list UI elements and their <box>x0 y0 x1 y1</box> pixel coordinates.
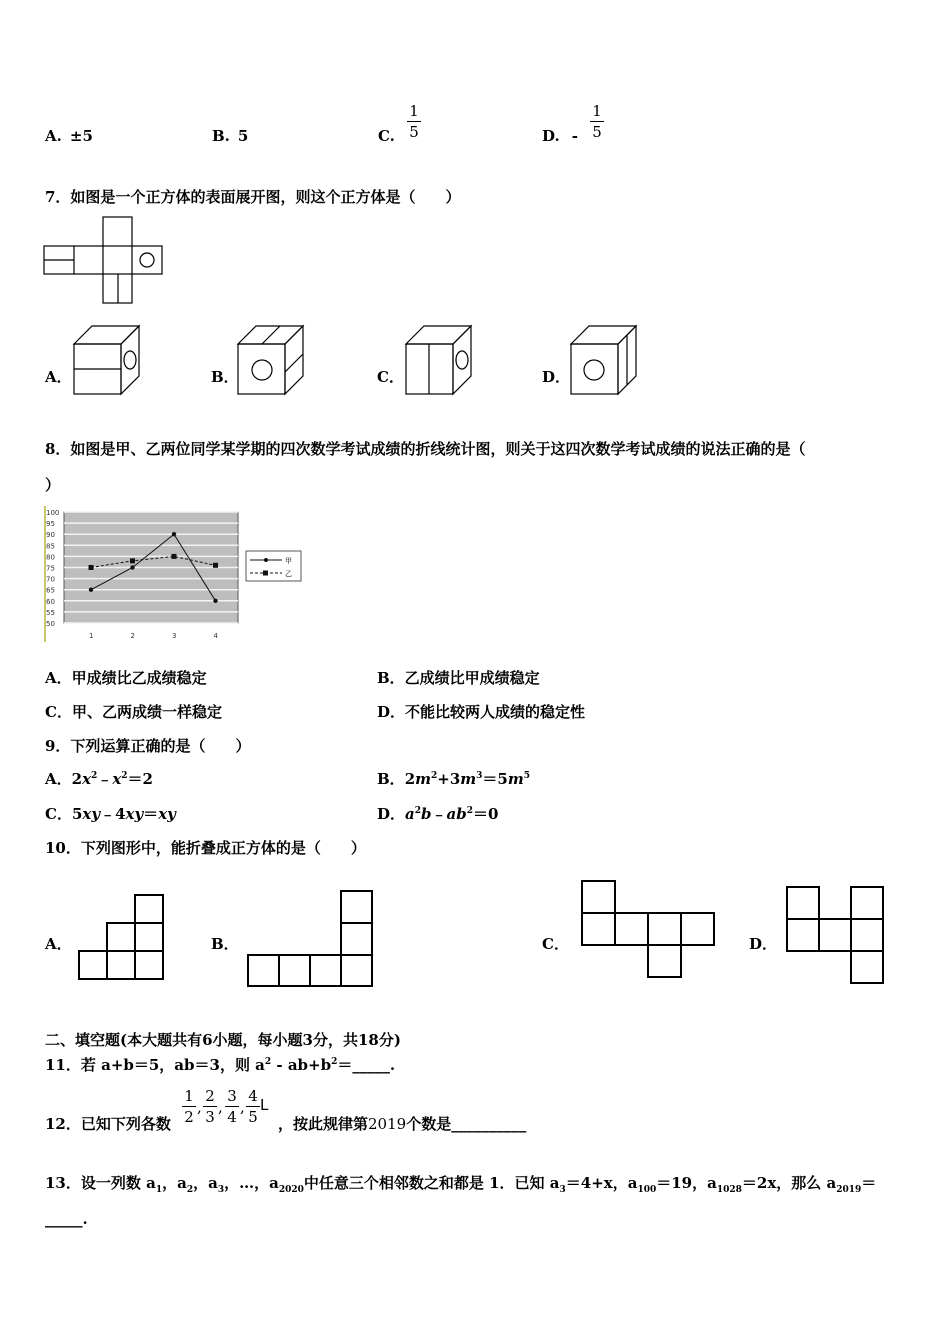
q13-line1: 13．设一列数 $a_1$，$a_2$，$a_3$，…，$a_{2020}$中任意三个相邻数之和都是 1．已知 $a_3=4+x$，$a_{100}=19$，$a_{1028}=2x$，那么 $a_{2019}=$ <box>45 1174 877 1195</box>
q8-option-b: B．乙成绩比甲成绩稳定 <box>377 669 540 687</box>
chart-point-yi <box>89 565 94 570</box>
q13-line2: _____. <box>45 1210 88 1228</box>
q12-fraction-2: 2 3 <box>203 1087 217 1126</box>
q7-cube-c <box>404 324 476 398</box>
q12-fraction-1: 1 2 <box>182 1087 196 1126</box>
q12-suffix: ，按此规律第2019个数是__________ <box>278 1115 527 1133</box>
q6-option-c-fraction: 1 5 <box>407 102 421 141</box>
chart-y-tick-label: 70 <box>46 575 55 584</box>
q7-cube-d <box>569 324 643 398</box>
q7-cube-b <box>236 324 308 398</box>
q7-option-c-label: C． <box>377 368 404 386</box>
chart-x-tick-label: 3 <box>172 632 177 640</box>
q8-stem-line2: ） <box>45 476 61 494</box>
q10-net-a <box>77 893 167 983</box>
q8-option-d: D．不能比较两人成绩的稳定性 <box>377 703 586 721</box>
chart-y-tick-label: 60 <box>46 597 55 606</box>
chart-legend-yi-label: 乙 <box>285 570 292 578</box>
chart-point-yi <box>213 563 218 568</box>
q8-option-a: A．甲成绩比乙成绩稳定 <box>45 669 207 687</box>
q7-option-d-label: D． <box>542 368 571 386</box>
chart-y-tick-label: 90 <box>46 531 55 540</box>
chart-legend-jia-marker <box>264 558 268 562</box>
q7-stem: 7．如图是一个正方体的表面展开图，则这个正方体是（ ） <box>45 188 461 206</box>
q6-option-d-label: D. - <box>542 127 578 145</box>
chart-legend-box <box>246 551 301 581</box>
q6-option-a: A. ±5 <box>45 127 93 145</box>
q8-stem-line1: 8．如图是甲、乙两位同学某学期的四次数学考试成绩的折线统计图，则关于这四次数学考试成绩的说法正确的是（ <box>45 440 806 458</box>
chart-y-tick-label: 65 <box>46 586 55 595</box>
q7-cube-a <box>72 324 144 398</box>
chart-point-jia <box>213 599 217 603</box>
q12-ellipsis: L <box>260 1096 269 1114</box>
chart-y-tick-label: 80 <box>46 553 55 562</box>
q9-option-d: D．$a^2b﹣ab^2=0$ <box>377 805 499 823</box>
q10-option-c-label: C． <box>542 935 569 953</box>
q9-stem: 9．下列运算正确的是（ ） <box>45 737 251 755</box>
q7-option-b-label: B． <box>211 368 239 386</box>
chart-x-tick-label: 2 <box>130 632 135 640</box>
q10-option-a-label: A． <box>45 935 72 953</box>
section2-title: 二、填空题(本大题共有6小题，每小题3分，共18分) <box>45 1031 401 1049</box>
q8-line-chart <box>44 506 304 646</box>
q7-net-figure <box>44 216 166 306</box>
q9-option-b: B．$2m^2+3m^3=5m^5$ <box>377 770 530 788</box>
q10-net-b <box>246 889 376 989</box>
q11: 11．若 a+b＝5，ab＝3，则 $a^2$ - $ab+b^2=\_\_\_\_\_$. <box>45 1056 396 1074</box>
q10-net-d <box>785 885 887 987</box>
chart-point-yi <box>130 558 135 563</box>
chart-legend-yi-marker <box>263 571 268 576</box>
chart-point-jia <box>130 565 134 569</box>
q6-option-c-label: C. <box>378 127 395 145</box>
chart-y-tick-label: 85 <box>46 542 55 551</box>
chart-point-yi <box>172 554 177 559</box>
q9-option-a: A．$2x^2﹣x^2=2$ <box>45 770 153 788</box>
q10-net-c <box>580 879 716 981</box>
chart-point-jia <box>89 588 93 592</box>
q10-stem: 10．下列图形中，能折叠成正方体的是（ ） <box>45 839 366 857</box>
q7-option-a-label: A． <box>45 368 72 386</box>
q6-option-b: B. 5 <box>212 127 249 145</box>
chart-y-tick-label: 95 <box>46 520 55 529</box>
q9-option-c: C．5xy﹣4xy＝xy <box>45 805 176 823</box>
q10-option-b-label: B． <box>211 935 239 953</box>
chart-legend-jia-label: 甲 <box>285 557 292 565</box>
q12-prefix: 12．已知下列各数 <box>45 1115 171 1133</box>
chart-y-tick-label: 50 <box>46 620 55 628</box>
chart-x-tick-label: 1 <box>89 632 94 640</box>
q8-option-c: C．甲、乙两成绩一样稳定 <box>45 703 222 721</box>
q12-fraction-3: 3 4 <box>225 1087 239 1126</box>
q12-fraction-4: 4 5 <box>246 1087 260 1126</box>
chart-y-tick-label: 55 <box>46 608 55 617</box>
q6-option-d-fraction: 1 5 <box>590 102 604 141</box>
chart-point-jia <box>172 532 176 536</box>
chart-y-tick-label: 100 <box>46 509 60 517</box>
chart-y-tick-label: 75 <box>46 564 55 573</box>
chart-x-tick-label: 4 <box>213 632 218 640</box>
q10-option-d-label: D． <box>749 935 778 953</box>
